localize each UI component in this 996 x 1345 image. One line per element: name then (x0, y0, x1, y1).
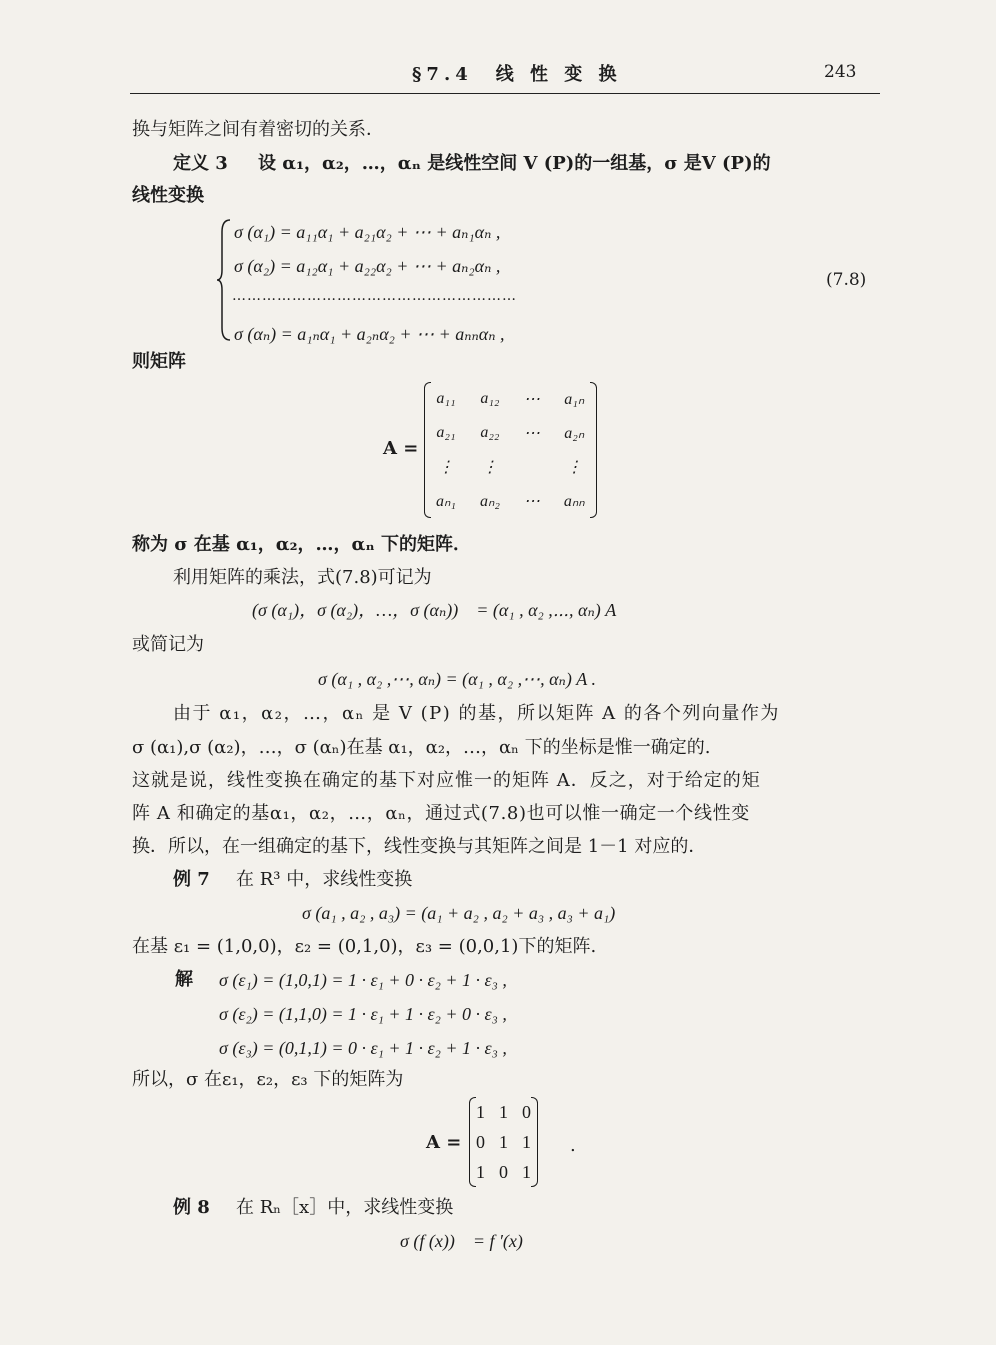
definition-text: 设 α₁，α₂，…，αₙ 是线性空间 V (P)的一组基，σ 是V (P)的 (258, 153, 771, 174)
paragraph-line: 这就是说，线性变换在确定的基下对应惟一的矩阵 A．反之，对于给定的矩 (132, 770, 761, 791)
paragraph-line: 阵 A 和确定的基α₁，α₂，…，αₙ，通过式(7.8)也可以惟一确定一个线性变 (132, 803, 750, 824)
equation-number: (7.8) (826, 270, 867, 290)
text-line: 所以，σ 在ε₁，ε₂，ε₃ 下的矩阵为 (132, 1069, 404, 1090)
matrix-cell: ⋮ (566, 459, 583, 476)
matrix-cell: 1 (499, 1101, 508, 1122)
example-label: 例 8 (173, 1197, 210, 1218)
matrix-cell: ⋯ (523, 425, 540, 442)
matrix-cell: aₙₙ (563, 493, 585, 510)
equation-line: σ (a₁ , a₂ , a₃) = (a₁ + a₂ , a₂ + a₃ , a₃ + a₁) (302, 903, 616, 923)
equation-line: σ (ε₁) = (1,0,1) = 1 · ε₁ + 0 · ε₂ + 1 · ε₃ , (219, 970, 507, 990)
equation-line: σ (α₁) = a₁₁α₁ + a₂₁α₂ + ⋯ + aₙ₁αₙ , (234, 222, 501, 242)
matrix-cell: a₁ₙ (564, 391, 585, 408)
matrix-cell: 0 (499, 1161, 508, 1182)
text-line: 称为 σ 在基 α₁，α₂，…，αₙ 下的矩阵． (132, 534, 472, 555)
definition-label: 定义 3 (173, 153, 228, 174)
equation-line: σ (αₙ) = a₁ₙα₁ + a₂ₙα₂ + ⋯ + aₙₙαₙ , (234, 324, 505, 344)
matrix-cell: 1 (522, 1161, 531, 1182)
paragraph-line: 换．所以，在一组确定的基下，线性变换与其矩阵之间是 1－1 对应的． (132, 836, 707, 857)
matrix-cell: a₁₂ (480, 390, 500, 407)
matrix-cell: a₂ₙ (564, 425, 585, 442)
matrix-label: A = (383, 438, 419, 459)
text-line: 利用矩阵的乘法，式(7.8)可记为 (173, 567, 432, 588)
matrix-cell: ⋯ (523, 391, 540, 408)
page-number: 243 (824, 62, 857, 82)
matrix-cell: 1 (522, 1131, 531, 1152)
definition-text-continued: 线性变换 (132, 185, 204, 206)
equation-line: σ (α₁ , α₂ ,⋯, αₙ) = (α₁ , α₂ ,⋯, αₙ) A . (318, 669, 596, 689)
matrix-cell: ⋮ (481, 459, 498, 476)
equation-line: σ (ε₂) = (1,1,0) = 1 · ε₁ + 1 · ε₂ + 0 · ε₃ , (219, 1004, 507, 1024)
text-line: 在基 ε₁ = (1,0,0)，ε₂ = (0,1,0)，ε₃ = (0,0,1)下的矩阵. (132, 936, 597, 957)
left-brace (216, 218, 232, 342)
equation-line: σ (ε₃) = (0,1,1) = 0 · ε₁ + 1 · ε₂ + 1 · ε₃ , (219, 1038, 507, 1058)
matrix-A-example (469, 1097, 538, 1187)
equation-line: (σ (α₁)，σ (α₂)，…，σ (αₙ)) = (α₁ , α₂ ,⋯, αₙ) A (252, 600, 617, 620)
matrix-cell: ⋯ (523, 493, 540, 510)
matrix-A (424, 382, 597, 518)
matrix-cell: 1 (476, 1101, 485, 1122)
paragraph-line: 由于 α₁，α₂，…，αₙ 是 V (P) 的基，所以矩阵 A 的各个列向量作为 (173, 703, 780, 724)
example-text: 在 R³ 中，求线性变换 (236, 869, 413, 890)
matrix-cell: ⋮ (437, 459, 454, 476)
matrix-cell: a₂₂ (480, 424, 500, 441)
matrix-cell: a₁₁ (436, 390, 456, 407)
text-line: 则矩阵 (132, 351, 186, 372)
solution-label: 解 (175, 969, 193, 990)
matrix-cell: 1 (476, 1161, 485, 1182)
matrix-cell (512, 450, 552, 484)
matrix-cell: aₙ₂ (479, 493, 500, 510)
matrix-cell: 0 (476, 1131, 485, 1152)
example-label: 例 7 (173, 869, 210, 890)
header-rule (130, 93, 880, 94)
matrix-cell: 0 (522, 1101, 531, 1122)
text-line: 换与矩阵之间有着密切的关系． (132, 119, 384, 140)
equation-line: σ (f (x)) = f ′(x) (400, 1231, 523, 1251)
paragraph-line: σ (α₁),σ (α₂)，…，σ (αₙ)在基 α₁，α₂，…，αₙ 下的坐标是惟一确定的. (132, 737, 711, 758)
equation-ellipsis-line: ………………………………………………… (232, 288, 517, 304)
running-header-title: §7.4 线 性 变 换 (412, 64, 622, 85)
matrix-period: . (570, 1135, 576, 1156)
matrix-label: A = (426, 1132, 462, 1153)
equation-line: σ (α₂) = a₁₂α₁ + a₂₂α₂ + ⋯ + aₙ₂αₙ , (234, 256, 501, 276)
matrix-cell: a₂₁ (436, 424, 456, 441)
matrix-cell: aₙ₁ (436, 493, 456, 510)
example-text: 在 Rₙ［x］中，求线性变换 (236, 1197, 454, 1218)
text-line: 或简记为 (132, 634, 204, 655)
matrix-cell: 1 (499, 1131, 508, 1152)
